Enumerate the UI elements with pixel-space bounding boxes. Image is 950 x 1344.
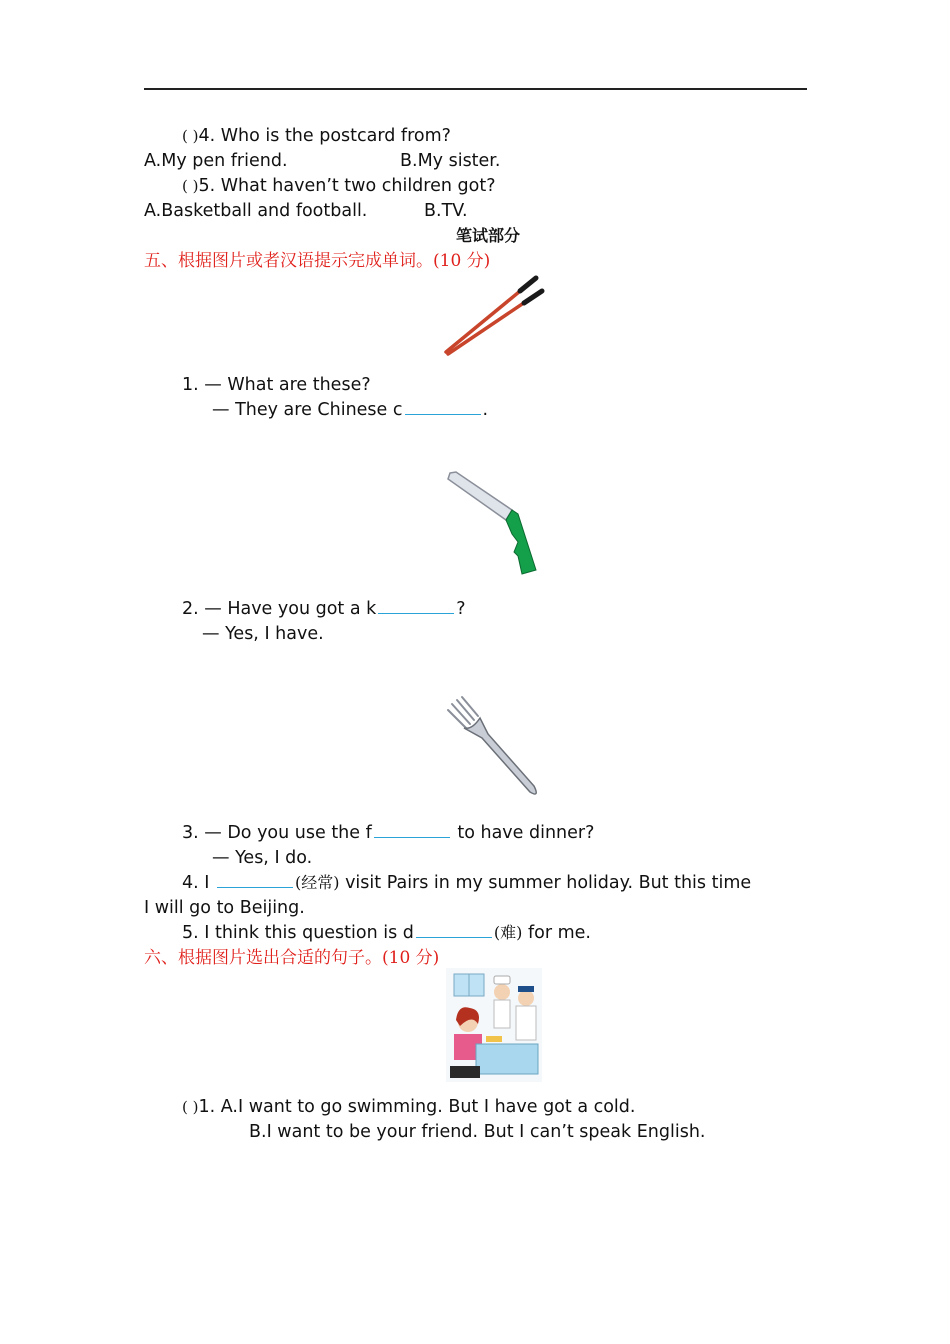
text: to have dinner?: [457, 823, 595, 843]
answer-blank[interactable]: [416, 921, 492, 938]
s5-q3-line1: [182, 821, 594, 845]
doctor-cap: [518, 986, 534, 992]
fork-handle: [464, 718, 536, 794]
text: .: [482, 400, 489, 420]
q4-option-b: B.My sister.: [400, 151, 501, 171]
listening-q4: [182, 124, 451, 148]
question-text: 5. What haven’t two children got?: [198, 176, 496, 196]
doctor-coat: [516, 1006, 536, 1040]
written-part-title: 笔试部分: [456, 226, 521, 245]
s5-q1-line2: [212, 398, 488, 422]
q4-option-a: A.My pen friend.: [144, 151, 288, 171]
fork-tine: [452, 704, 470, 724]
answer-blank[interactable]: [374, 821, 450, 838]
question-text: 4. Who is the postcard from?: [198, 126, 451, 146]
text: 5. I think this question is d: [182, 923, 414, 943]
text: ?: [456, 599, 466, 619]
answer-blank[interactable]: [378, 597, 454, 614]
fork-tine: [457, 700, 474, 720]
s5-q1-line1: 1. — What are these?: [182, 375, 371, 395]
chopstick-1-tip: [520, 278, 536, 291]
answer-paren[interactable]: ( ): [182, 1098, 199, 1116]
s6-q1-option-a: [182, 1095, 635, 1119]
knife-blade: [448, 472, 512, 520]
chinese-hint: (难): [493, 923, 523, 942]
chopstick-2-tip: [524, 291, 542, 303]
s5-q2-line1: [182, 597, 466, 621]
tray: [486, 1036, 502, 1042]
fork-tine: [448, 710, 466, 728]
s5-q2-line2: — Yes, I have.: [202, 624, 324, 644]
s5-q4-line1: [182, 871, 751, 895]
bed-blanket: [476, 1044, 538, 1074]
text: — They are Chinese c: [212, 400, 403, 420]
header-rule: [144, 88, 807, 90]
s5-q3-line2: — Yes, I do.: [212, 848, 313, 868]
text: 4. I: [182, 873, 210, 893]
answer-blank[interactable]: [217, 871, 293, 888]
doctor-head: [518, 990, 534, 1006]
fork-image: [444, 694, 544, 800]
option-text: 1. A.I want to go swimming. But I have got a cold.: [198, 1097, 636, 1117]
text: 2. — Have you got a k: [182, 599, 377, 619]
answer-paren[interactable]: ( ): [182, 177, 199, 195]
section5-title: 五、根据图片或者汉语提示完成单词。(10 分): [144, 251, 491, 271]
text: visit Pairs in my summer holiday. But this time: [345, 873, 752, 893]
q5-option-a: A.Basketball and football.: [144, 201, 368, 221]
knife-image: [446, 470, 542, 576]
listening-q5: [182, 174, 496, 198]
knife-handle: [506, 510, 536, 574]
chinese-hint: (经常): [295, 873, 340, 892]
fork-tine: [462, 697, 478, 716]
s5-q5: [182, 921, 591, 945]
s5-q4-line2: I will go to Beijing.: [144, 898, 305, 918]
nurse-body: [494, 1000, 510, 1028]
q5-option-b: B.TV.: [424, 201, 468, 221]
hospital-scene-image: [446, 968, 542, 1082]
text: 3. — Do you use the f: [182, 823, 372, 843]
text: for me.: [527, 923, 591, 943]
nurse-head: [494, 984, 510, 1000]
section6-title: 六、根据图片选出合适的句子。(10 分): [144, 948, 440, 968]
s6-q1-option-b: B.I want to be your friend. But I can’t speak English.: [249, 1122, 706, 1142]
nurse-cap: [494, 976, 510, 984]
answer-blank[interactable]: [405, 398, 481, 415]
chopsticks-image: [440, 272, 548, 356]
answer-paren[interactable]: ( ): [182, 127, 199, 145]
bed-frame: [450, 1066, 480, 1078]
